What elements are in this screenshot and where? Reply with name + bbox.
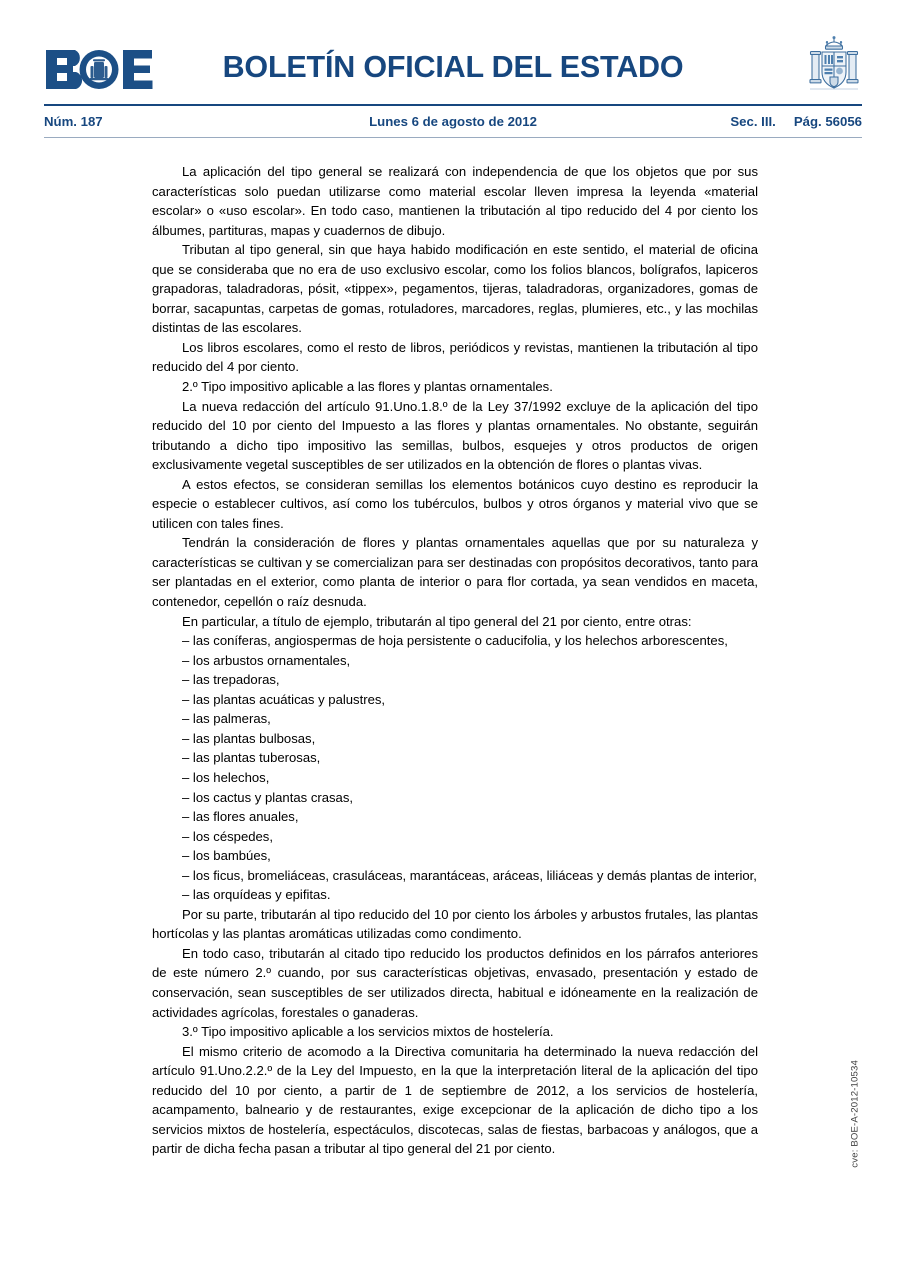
section-page-group xyxy=(730,114,862,129)
cve-sidebar xyxy=(845,1060,865,1250)
paragraph: Por su parte, tributarán al tipo reducido del 10 por ciento los árboles y arbustos frutales, las plantas hortícolas y las plantas aromáticas utilizadas como condimento. xyxy=(152,906,758,942)
paragraph: La aplicación del tipo general se realizará con independencia de que los objetos que por sus características solo puedan utilizarse como material escolar lleven impresa la leyenda «material escolar» o «uso escolar». En todo caso, mantienen la tributación al tipo reducido del 4 por ciento los álbumes, partituras, mapas y cuadernos de dibujo. xyxy=(152,164,758,238)
issue-date: Lunes 6 de agosto de 2012 xyxy=(369,114,537,129)
paragraph: El mismo criterio de acomodo a la Directiva comunitaria ha determinado la nueva redacción del artículo 91.Uno.2.2.º de la Ley del Impuesto, en la que la interpretación literal de la aplicación del tipo reducido del 10 por ciento, a partir de 1 de septiembre de 2012, a los servicios de hostelería, acampamento, balneario y de restaurantes, exige excepcionar de la aplicación de dicho tipo a los servicios mixtos de hostelería, espectáculos, discotecas, salas de fiestas, barbacoas y análogos, que a partir de dicha fecha pasan a tributar al tipo general del 21 por ciento. xyxy=(152,1043,758,1157)
list-item: – los helechos, xyxy=(182,769,270,785)
issue-number: Núm. 187 xyxy=(44,114,103,129)
masthead xyxy=(0,0,906,100)
paragraph: A estos efectos, se consideran semillas los elementos botánicos cuyo destino es reproducir la especie o establecer cultivos, así como los tubérculos, bulbos y otros órganos y material vivo que se utilicen con tales fines. xyxy=(152,476,758,531)
paragraph: En todo caso, tributarán al citado tipo reducido los productos definidos en los párrafos anteriores de este número 2.º cuando, por sus características objetivas, envasado, presentación y estado de conservación, sean susceptibles de ser utilizados directa, habitual e idóneamente en la realización de actividades agrícolas, forestales o ganaderas. xyxy=(152,945,758,1020)
list-item: – los cactus y plantas crasas, xyxy=(182,789,354,805)
list-item: – las plantas tuberosas, xyxy=(182,750,321,766)
paragraph: Tributan al tipo general, sin que haya habido modificación en este sentido, el material de oficina que se consideraba que no era de uso exclusivo escolar, como los folios blancos, bolígrafos, lapiceros grapadoras, taladradoras, pósit, «tippex», pegamentos, tijeras, taladradoras, organizadores, gomas de borrar, sacapuntas, carpetas de gomas, rotuladores, marcadores, reglas, plumieres, etc., y las mochilas distintas de las escolares. xyxy=(152,242,758,336)
document-body xyxy=(152,162,758,1159)
section-label: Sec. III. xyxy=(730,114,776,129)
section-heading-3: 3.º Tipo impositivo aplicable a los servicios mixtos de hostelería. xyxy=(182,1024,554,1040)
list-item: – las flores anuales, xyxy=(182,809,299,825)
list-item: – los ficus, bromeliáceas, crasuláceas, marantáceas, aráceas, liliáceas y demás plantas de interior, xyxy=(182,867,757,883)
list-item: – los céspedes, xyxy=(182,828,273,844)
paragraph: En particular, a título de ejemplo, tributarán al tipo general del 21 por ciento, entre otras: xyxy=(182,613,692,629)
issue-header-bar xyxy=(44,104,862,138)
list-item: – las plantas bulbosas, xyxy=(182,730,316,746)
list-item: – las orquídeas y epifitas. xyxy=(182,887,331,903)
list-item: – las plantas acuáticas y palustres, xyxy=(182,691,386,707)
list-item: – las coníferas, angiospermas de hoja persistente o caducifolia, y los helechos arborescentes, xyxy=(182,633,728,649)
paragraph: Tendrán la consideración de flores y plantas ornamentales aquellas que por su naturaleza y características se cultivan y se comercializan para ser destinadas con propósitos decorativos, tanto para ser plantadas en el exterior, como planta de interior o para flor cortada, ya sean vendidos en maceta, contenedor, cepellón o raíz desnuda. xyxy=(152,535,758,610)
paragraph: La nueva redacción del artículo 91.Uno.1.8.º de la Ley 37/1992 excluye de la aplicación del tipo reducido del 10 por ciento del Impuesto a las flores y plantas ornamentales. No obstante, seguirán tributando a dicho tipo impositivo las semillas, bulbos, esquejes y otros productos de origen exclusivamente vegetal susceptibles de ser utilizados en la obtención de flores o plantas vivas. xyxy=(152,398,758,473)
paragraph: Los libros escolares, como el resto de libros, periódicos y revistas, mantienen la tributación al tipo reducido del 4 por ciento. xyxy=(152,339,758,375)
list-item: – los arbustos ornamentales, xyxy=(182,652,351,668)
list-item: – las palmeras, xyxy=(182,711,271,727)
page-number-label: Pág. 56056 xyxy=(793,114,862,129)
list-item: – los bambúes, xyxy=(182,848,271,864)
cve-label: cve: BOE-A-2012-10534 xyxy=(849,1060,861,1168)
page-title: BOLETÍN OFICIAL DEL ESTADO xyxy=(222,50,684,84)
list-item: – las trepadoras, xyxy=(182,672,280,688)
section-heading-2: 2.º Tipo impositivo aplicable a las flores y plantas ornamentales. xyxy=(182,379,553,395)
spain-coat-of-arms-icon xyxy=(806,33,862,95)
